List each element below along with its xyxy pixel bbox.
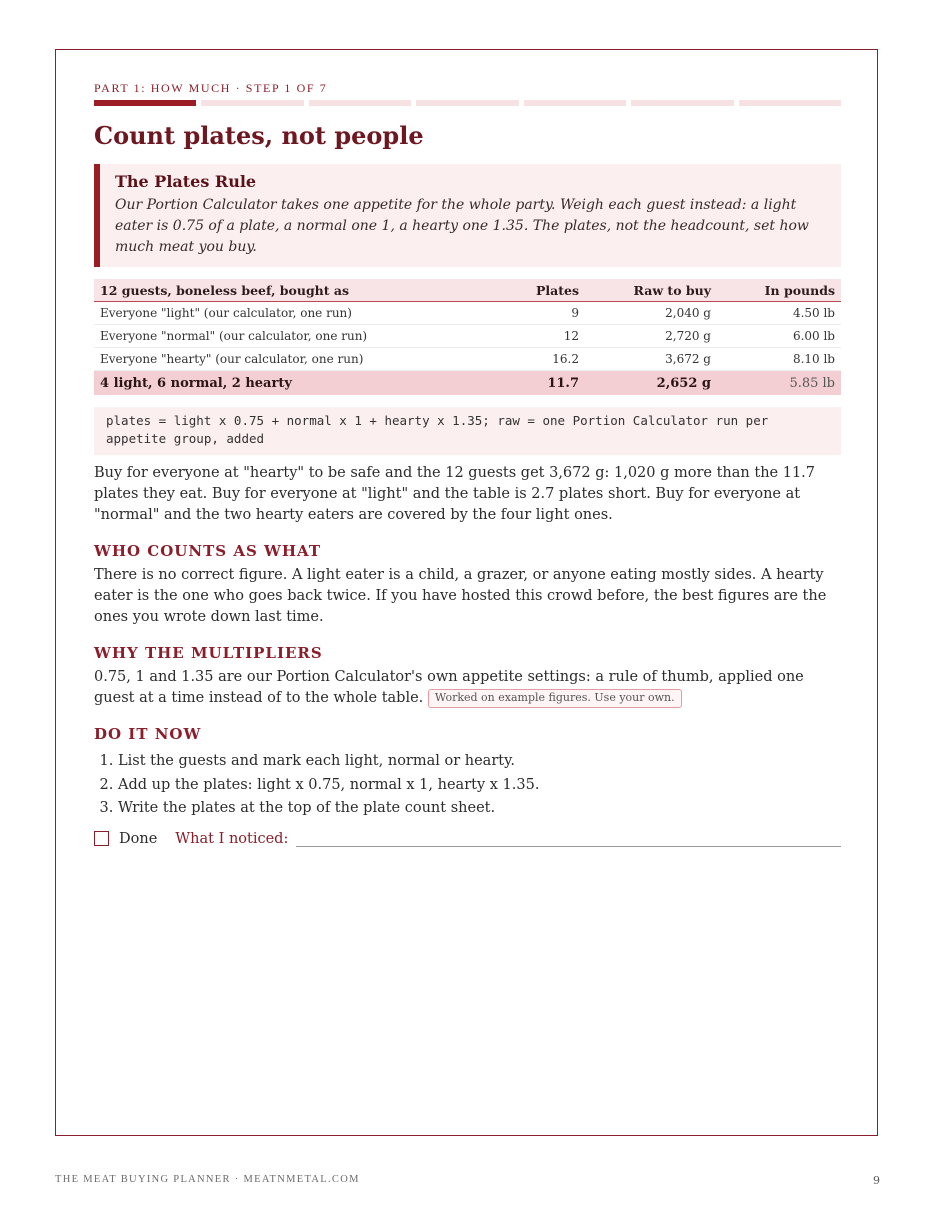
- progress-segment: [631, 100, 733, 106]
- done-checkbox[interactable]: [94, 831, 109, 846]
- progress-segment: [416, 100, 518, 106]
- table-cell: 16.2: [483, 348, 585, 371]
- noticed-input-line[interactable]: [296, 830, 841, 847]
- table-cell: Everyone "light" (our calculator, one run): [94, 302, 483, 325]
- done-row: [94, 829, 841, 849]
- list-item: 2. Add up the plates: light x 0.75, normal x 1, hearty x 1.35.: [118, 774, 841, 798]
- table-cell: 2,652 g: [585, 371, 717, 396]
- section-heading-do: DO IT NOW: [94, 725, 202, 743]
- who-paragraph: There is no correct figure. A light eater is a child, a grazer, or anyone eating mostly sides. A hearty eater is the one who goes back twice. If you have hosted this crowd before, the best figures are the ones you wrote down last time.: [94, 567, 827, 625]
- table-row: [94, 348, 841, 371]
- list-item: 1. List the guests and mark each light, normal or hearty.: [118, 750, 841, 774]
- table-row: [94, 302, 841, 325]
- table-cell: 5.85 lb: [717, 371, 841, 396]
- table-cell: 2,040 g: [585, 302, 717, 325]
- page-content: [94, 80, 841, 849]
- table-total-row: [94, 371, 841, 396]
- table-row: [94, 325, 841, 348]
- progress-segment: [94, 100, 196, 106]
- footer-title: THE MEAT BUYING PLANNER · MEATNMETAL.COM: [55, 1174, 360, 1185]
- table-cell: 8.10 lb: [717, 348, 841, 371]
- steps-list: [94, 750, 841, 821]
- plates-table: [94, 279, 841, 395]
- table-cell: 3,672 g: [585, 348, 717, 371]
- table-cell: 4.50 lb: [717, 302, 841, 325]
- table-cell: 12: [483, 325, 585, 348]
- progress-segment: [524, 100, 626, 106]
- step-progress-bar: [94, 100, 841, 106]
- noticed-label: What I noticed:: [175, 830, 289, 847]
- progress-segment: [309, 100, 411, 106]
- list-item: 3. Write the plates at the top of the plate count sheet.: [118, 797, 841, 821]
- column-header: 12 guests, boneless beef, bought as: [94, 279, 483, 302]
- table-cell: 6.00 lb: [717, 325, 841, 348]
- page-number: 9: [873, 1174, 880, 1187]
- step-eyebrow: PART 1: HOW MUCH · STEP 1 OF 7: [94, 81, 328, 95]
- page-title: Count plates, not people: [94, 121, 424, 150]
- page-frame: [55, 49, 878, 1136]
- callout-body: Our Portion Calculator takes one appetite for the whole party. Weigh each guest instead: a light eater is 0.75 of a plate, a normal one 1, a hearty one 1.35. The plates, not the headcount, set how much meat you buy.: [115, 197, 809, 255]
- column-header: Plates: [483, 279, 585, 302]
- table-cell: Everyone "normal" (our calculator, one run): [94, 325, 483, 348]
- intro-paragraph: Buy for everyone at "hearty" to be safe and the 12 guests get 3,672 g: 1,020 g more than the 11.7 plates they eat. Buy for everyone at "light" and the table is 2.7 plates short. Buy for everyone at "normal" and the two hearty eaters are covered by the four light ones.: [94, 465, 816, 523]
- table-cell: 11.7: [483, 371, 585, 396]
- section-heading-why: WHY THE MULTIPLIERS: [94, 644, 323, 662]
- callout-title: The Plates Rule: [115, 172, 257, 191]
- table-cell: Everyone "hearty" (our calculator, one run): [94, 348, 483, 371]
- why-text: 0.75, 1 and 1.35 are our Portion Calculator's own appetite settings: a rule of thumb, applied one guest at a time instead of to the whole table.: [94, 669, 804, 706]
- table-cell: 4 light, 6 normal, 2 hearty: [94, 371, 483, 396]
- table-header-row: [94, 279, 841, 302]
- progress-segment: [201, 100, 303, 106]
- table-cell: 2,720 g: [585, 325, 717, 348]
- progress-segment: [739, 100, 841, 106]
- why-paragraph: [94, 667, 841, 709]
- plates-rule-callout: [94, 164, 841, 267]
- column-header: Raw to buy: [585, 279, 717, 302]
- formula-block: plates = light x 0.75 + normal x 1 + hearty x 1.35; raw = one Portion Calculator run per appetite group, added: [94, 407, 841, 455]
- done-label: Done: [119, 830, 158, 847]
- table-cell: 9: [483, 302, 585, 325]
- section-heading-who: WHO COUNTS AS WHAT: [94, 542, 322, 560]
- example-figures-note: Worked on example figures. Use your own.: [428, 689, 682, 708]
- column-header: In pounds: [717, 279, 841, 302]
